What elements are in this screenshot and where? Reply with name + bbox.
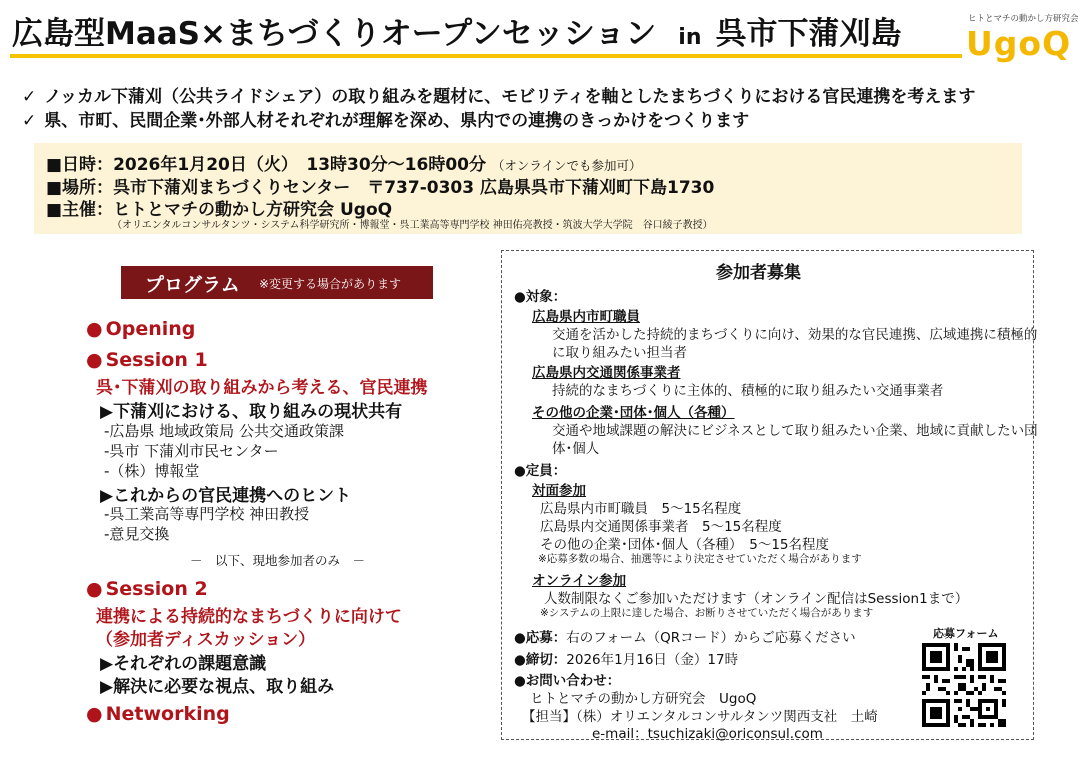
target-label: ●対象： [514, 289, 567, 305]
recruit-title: 参加者募集 [716, 263, 801, 283]
title-in: in [678, 25, 702, 50]
bullet-icon: ● [86, 578, 103, 600]
target-transport: 広島県内交通関係事業者 [532, 365, 681, 381]
deadline-label: ●締切： [514, 652, 567, 668]
online-heading: オンライン参加 [532, 573, 627, 589]
place-value: 呉市下蒲刈まちづくりセンター 〒737-0303 広島県呉市下蒲刈町下島1730 [113, 178, 715, 198]
target-others: その他の企業･団体･個人（各種） [532, 405, 735, 421]
logo-tagline: ヒトとマチの動かし方研究会 [968, 14, 1079, 24]
session2-title: 連携による持続的なまちづくりに向けて [96, 607, 402, 627]
bullet-icon: ● [86, 703, 103, 725]
place-label: ■場所： [46, 178, 114, 198]
title-main: 広島型MaaS×まちづくりオープンセッション [12, 16, 657, 52]
session1-speaker: -呉市 下蒲刈市民センター [104, 442, 279, 460]
session1-speaker: -意見交換 [104, 525, 170, 543]
ugoq-logo: UgoQ [966, 24, 1072, 63]
session1-speaker: -（株）博報堂 [104, 462, 200, 480]
capacity-label: ●定員： [514, 463, 567, 479]
online-desc: 人数制限なくご参加いただけます（オンライン配信はSession1まで） [544, 591, 969, 607]
apply-label: ●応募： [514, 630, 567, 646]
onsite-capacity: 広島県内市町職員 5～15名程度 [540, 501, 742, 517]
program-change-note: ※変更する場合があります [259, 277, 402, 291]
program-heading [121, 266, 433, 299]
session-opening [86, 318, 195, 340]
onsite-lottery-note: ※応募多数の場合、抽選等により決定させていただく場合があります [538, 553, 862, 565]
target-municipal: 広島県内市町職員 [532, 309, 640, 325]
date-label: ■日時： [46, 155, 114, 175]
onsite-heading: 対面参加 [532, 483, 586, 499]
target-transport-desc: 持続的なまちづくりに主体的、積極的に取り組みたい交通事業者 [552, 383, 944, 399]
contact-person: 【担当】（株）オリエンタルコンサルタンツ関西支社 土崎 [522, 709, 878, 725]
session2-subtitle: （参加者ディスカッション） [96, 630, 316, 650]
qr-code-icon[interactable] [922, 642, 1006, 728]
purpose-item [22, 82, 975, 107]
date-value: 2026年1月20日（火） 13時30分～16時00分 [113, 155, 486, 175]
target-others-desc: 交通や地域課題の解決にビジネスとして取り組みたい企業、地域に貢献したい団 [552, 423, 1038, 439]
deadline-value: 2026年1月16日（金）17時 [566, 652, 739, 668]
networking-label: Networking [105, 703, 230, 725]
qr-label: 応募フォーム [933, 627, 999, 640]
onsite-capacity: その他の企業･団体･個人（各種） 5～15名程度 [540, 537, 830, 553]
opening-label: Opening [105, 318, 196, 340]
session1-title: 呉･下蒲刈の取り組みから考える、官民連携 [96, 378, 428, 398]
page-title [12, 8, 901, 53]
session1-speaker: -広島県 地域政策局 公共交通政策課 [104, 422, 344, 440]
title-place: 呉市下蒲刈島 [715, 16, 902, 52]
deadline-line [514, 648, 738, 668]
bullet-icon: ● [86, 318, 103, 340]
session-1 [86, 349, 208, 371]
apply-value: 右のフォーム（QRコード）からご応募ください [566, 630, 856, 646]
purpose-text: 県、市町、民間企業･外部人材それぞれが理解を深め、県内での連携のきっかけをつくります [44, 111, 750, 131]
check-icon: ✓ [22, 87, 37, 107]
session2-item: ▶それぞれの課題意識 [100, 654, 267, 674]
onsite-only-note: － 以下、現地参加者のみ － [190, 553, 366, 568]
program-title: プログラム [145, 274, 240, 296]
purpose-item [22, 106, 749, 131]
contact-org: ヒトとマチの動かし方研究会 UgoQ [530, 691, 757, 707]
host-value: ヒトとマチの動かし方研究会 UgoQ [113, 200, 393, 220]
host-members: （オリエンタルコンサルタンツ・システム科学研究所・博報堂・呉工業高等専門学校 神田佑亮教授・筑波大学大学院 谷口綾子教授） [112, 220, 713, 231]
date-note: （オンラインでも参加可） [491, 158, 642, 173]
contact-label: ●お問い合わせ： [514, 673, 621, 689]
session2-label: Session 2 [105, 578, 208, 600]
session1-item: ▶これからの官民連携へのヒント [100, 486, 352, 506]
host-label: ■主催： [46, 200, 114, 220]
onsite-capacity: 広島県内交通関係事業者 5～15名程度 [540, 519, 782, 535]
session1-label: Session 1 [105, 349, 208, 371]
target-municipal-desc: に取り組みたい担当者 [552, 345, 687, 361]
session-networking [86, 703, 230, 725]
purpose-text: ノッカル下蒲刈（公共ライドシェア）の取り組みを題材に、モビリティを軸としたまちづくりにおける官民連携を考えます [44, 87, 976, 107]
online-limit-note: ※システムの上限に達した場合、お断りさせていただく場合があります [540, 607, 874, 619]
session2-item: ▶解決に必要な視点、取り組み [100, 677, 335, 697]
contact-email[interactable]: e-mail：tsuchizaki@oriconsul.com [592, 726, 823, 742]
target-municipal-desc: 交通を活かした持続的まちづくりに向け、効果的な官民連携、広域連携に積極的 [552, 327, 1038, 343]
session1-speaker: -呉工業高等専門学校 神田教授 [104, 505, 310, 523]
session-2 [86, 578, 208, 600]
bullet-icon: ● [86, 349, 103, 371]
event-date [46, 150, 642, 175]
title-underline [10, 54, 962, 58]
apply-line [514, 626, 856, 646]
session1-item: ▶下蒲刈における、取り組みの現状共有 [100, 402, 403, 422]
target-others-desc: 体･個人 [552, 441, 600, 457]
check-icon: ✓ [22, 111, 37, 131]
